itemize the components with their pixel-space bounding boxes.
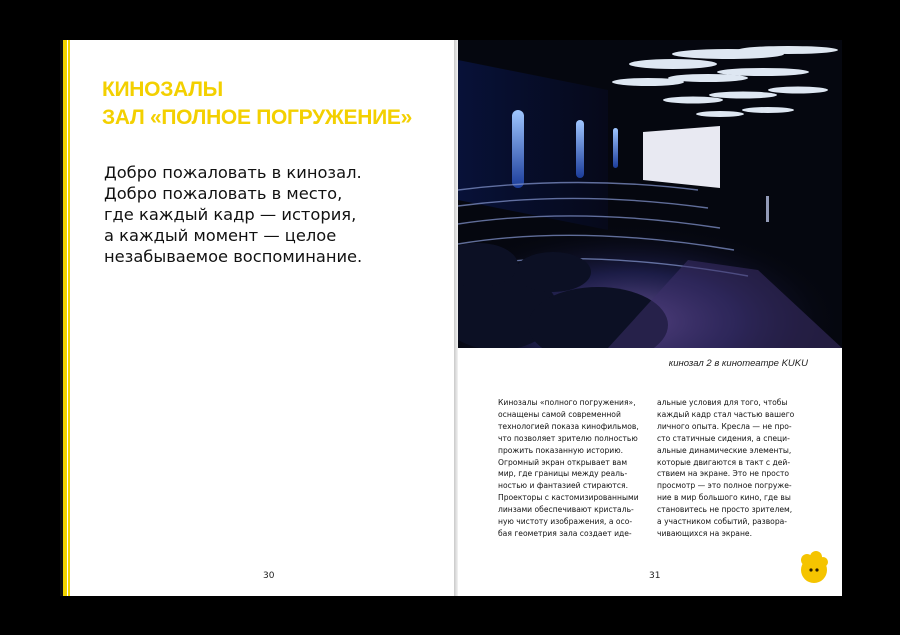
text-line: ние в мир большого кино, где вы xyxy=(657,493,791,503)
title-line: ЗАЛ «ПОЛНОЕ ПОГРУЖЕНИЕ» xyxy=(102,106,412,129)
text-line: ную чистоту изображения, а осо- xyxy=(498,517,633,527)
photo-caption: кинозал 2 в кинотеатре KUKU xyxy=(668,358,808,369)
text-line: прожить показанную историю. xyxy=(498,445,624,455)
text-line: просмотр — это полное погруже- xyxy=(657,481,792,491)
text-line: оснащены самой современной xyxy=(498,409,621,419)
text-line: ностью и фантазией стираются. xyxy=(498,481,629,491)
text-line: линзами обеспечивают кристаль- xyxy=(498,505,634,515)
text-line: Проекторы с кастомизированными xyxy=(498,493,639,503)
text-line: что позволяет зрителю полностью xyxy=(498,433,638,443)
intro-line: а каждый момент — целое xyxy=(104,226,337,245)
intro-line: где каждый кадр — история, xyxy=(104,205,357,224)
book-spread xyxy=(60,40,842,596)
popcorn-mascot-icon xyxy=(798,551,830,589)
text-line: ствием на экране. Это не просто xyxy=(657,469,790,479)
text-line: Огромный экран открывает вам xyxy=(498,457,628,467)
intro-line: Добро пожаловать в место, xyxy=(104,184,343,203)
intro-line: незабываемое воспоминание. xyxy=(104,247,363,266)
intro-line: Добро пожаловать в кинозал. xyxy=(104,163,362,182)
text-line: чивающихся на экране. xyxy=(657,528,752,538)
text-line: мир, где границы между реаль- xyxy=(498,469,628,479)
title-line: КИНОЗАЛЫ xyxy=(102,78,223,101)
page-number-right: 31 xyxy=(649,571,661,581)
text-line: сто статичные сидения, а специ- xyxy=(657,433,790,443)
text-line: каждый кадр стал частью вашего xyxy=(657,409,795,419)
text-line: альные условия для того, чтобы xyxy=(657,398,788,407)
text-line: технологией показа кинофильмов, xyxy=(498,421,639,431)
text-line: альные динамические элементы, xyxy=(657,445,792,455)
cinema-hall-photo xyxy=(458,40,842,348)
text-line: которые двигаются в такт с дей- xyxy=(657,457,791,467)
yellow-edge-stripe xyxy=(60,40,72,596)
text-line: становитесь не просто зрителем, xyxy=(657,505,793,515)
text-line: личного опыта. Кресла — не про- xyxy=(657,421,792,431)
text-line: Кинозалы «полного погружения», xyxy=(498,398,636,407)
text-column-2 xyxy=(657,397,799,540)
page-number-left: 30 xyxy=(263,571,275,581)
intro-text xyxy=(104,162,362,267)
text-line: а участником событий, развора- xyxy=(657,517,788,527)
text-column-1 xyxy=(498,397,640,540)
page-title xyxy=(102,76,412,132)
text-line: бая геометрия зала создает иде- xyxy=(498,528,632,538)
